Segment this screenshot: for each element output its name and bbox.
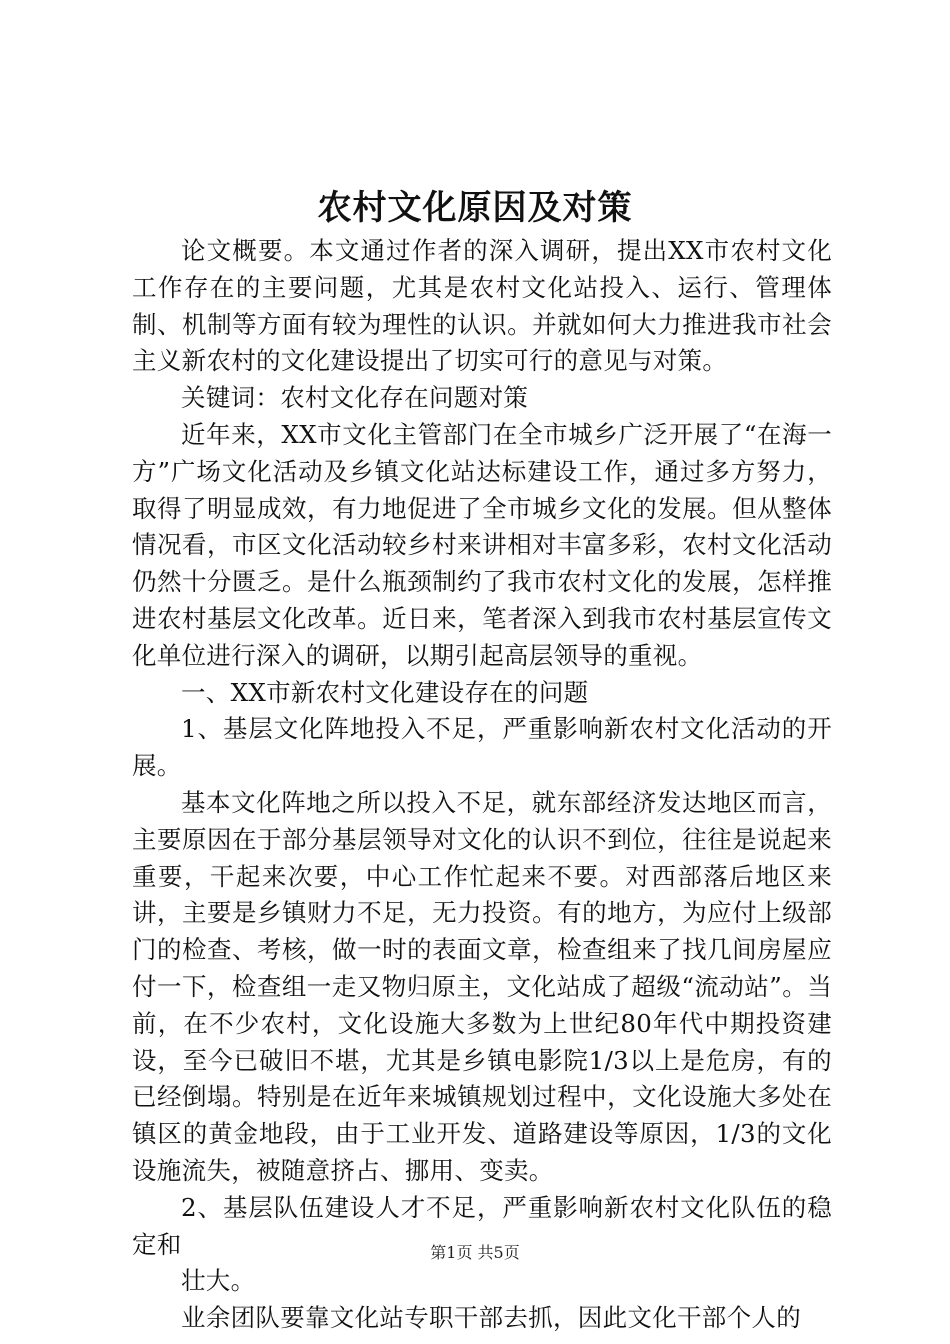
abstract-paragraph: 论文概要。本文通过作者的深入调研，提出XX市农村文化工作存在的主要问题，尤其是农村文化站投入、运行、管理体制、机制等方面有较为理性的认识。并就如何大力推进我市社会主义新农村的文化建设提出了切实可行的意见与对策。: [132, 236, 832, 376]
page-footer: 第1页 共5页: [430, 1243, 520, 1262]
document-title: 农村文化原因及对策: [317, 188, 633, 228]
section-heading: 一、XX市新农村文化建设存在的问题: [181, 677, 589, 707]
body-paragraph: 业余团队要靠文化站专职干部去抓，因此文化干部个人的: [181, 1303, 801, 1333]
keywords-paragraph: 关键词：农村文化存在问题对策: [181, 383, 529, 413]
document-body: [132, 233, 832, 1337]
subsection-heading: 1、基层文化阵地投入不足，严重影响新农村文化活动的开展。: [132, 714, 832, 781]
body-paragraph: 基本文化阵地之所以投入不足，就东部经济发达地区而言，主要原因在于部分基层领导对文化的认识不到位，往往是说起来重要，干起来次要，中心工作忙起来不要。对西部落后地区来讲，主要是乡镇财力不足，无力投资。有的地方，为应付上级部门的检查、考核，做一时的表面文章，检查组来了找几间房屋应付一下，检查组一走又物归原主，文化站成了超级“流动站”。当前，在不少农村，文化设施大多数为上世纪80年代中期投资建设，至今已破旧不堪，尤其是乡镇电影院1/3以上是危房，有的已经倒塌。特别是在近年来城镇规划过程中，文化设施大多处在镇区的黄金地段，由于工业开发、道路建设等原因，1/3的文化设施流失，被随意挤占、挪用、变卖。: [132, 787, 832, 1185]
subsection-heading: 2、基层队伍建设人才不足，严重影响新农村文化队伍的稳定和: [132, 1192, 832, 1259]
intro-paragraph: 近年来，XX市文化主管部门在全市城乡广泛开展了“在海一方”广场文化活动及乡镇文化站达标建设工作，通过多方努力，取得了明显成效，有力地促进了全市城乡文化的发展。但从整体情况看，市区文化活动较乡村来讲相对丰富多彩，农村文化活动仍然十分匮乏。是什么瓶颈制约了我市农村文化的发展，怎样推进农村基层文化改革。近日来，笔者深入到我市农村基层宣传文化单位进行深入的调研，以期引起高层领导的重视。: [132, 419, 833, 670]
subsection-heading-continued: 壮大。: [181, 1266, 256, 1296]
